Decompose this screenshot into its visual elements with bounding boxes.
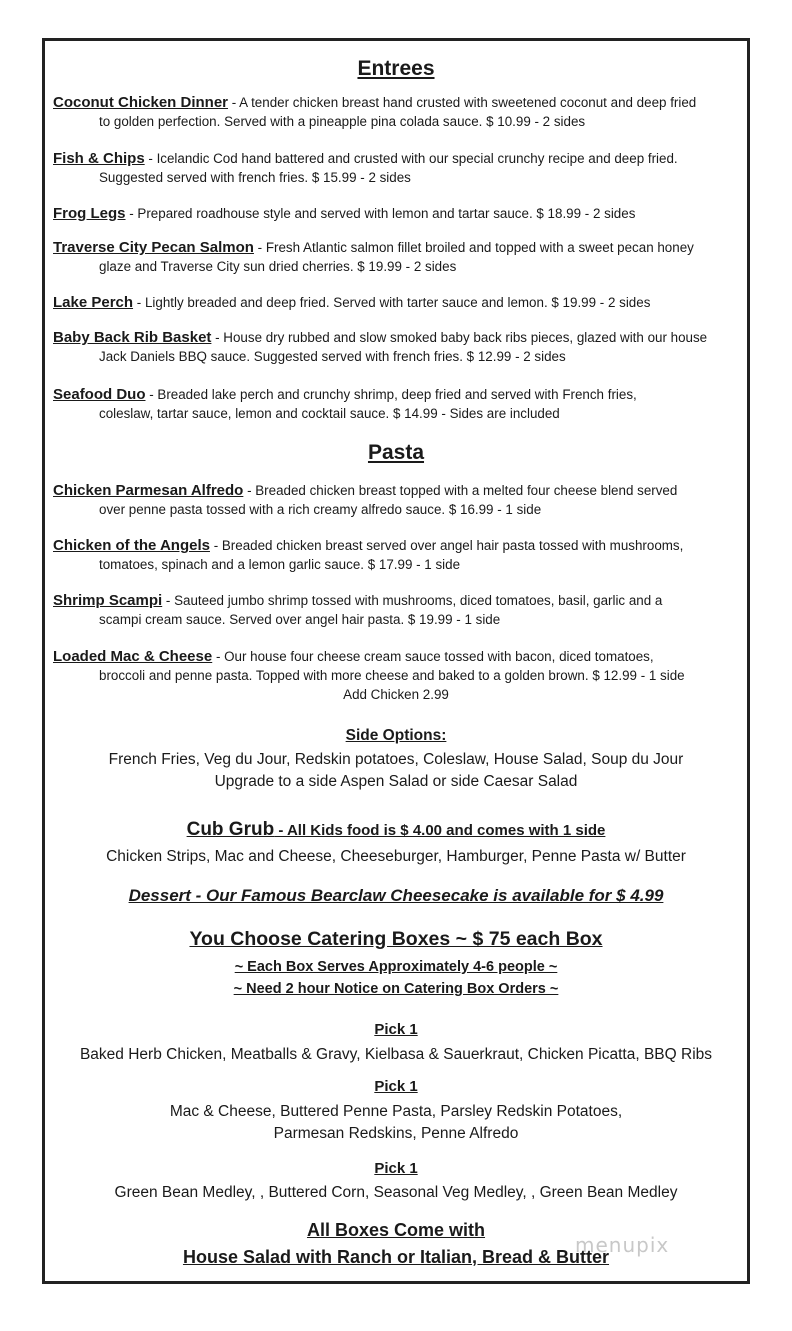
menu-item-fish-chips [53,149,739,187]
item-desc: - Prepared roadhouse style and served with lemon and tartar sauce. $ 18.99 - 2 sides [125,206,636,221]
pick-options-1: Baked Herb Chicken, Meatballs & Gravy, Kielbasa & Sauerkraut, Chicken Picatta, BBQ Ribs [79,1046,713,1063]
pick-options-2b: Parmesan Redskins, Penne Alfredo [273,1125,519,1142]
dessert-line: Dessert - Our Famous Bearclaw Cheesecake is available for $ 4.99 [128,886,664,905]
item-desc-cont: scampi cream sauce. Served over angel hair pasta. $ 19.99 - 1 side [99,612,501,627]
item-desc: - Fresh Atlantic salmon fillet broiled and topped with a sweet pecan honey [253,240,694,255]
all-boxes-line-1: All Boxes Come with [306,1220,486,1240]
pick-label-3: Pick 1 [374,1160,418,1177]
cub-grub-tagline: - All Kids food is $ 4.00 and comes with 1 side [274,822,606,839]
cub-grub-title [45,819,747,841]
menu-item-shrimp-scampi [53,591,739,629]
item-desc-cont: tomatoes, spinach and a lemon garlic sauce. $ 17.99 - 1 side [99,557,461,572]
menu-item-pecan-salmon [53,238,739,276]
menu-item-loaded-mac [53,647,739,704]
add-chicken-note: Add Chicken 2.99 [343,687,449,702]
item-name: Shrimp Scampi [53,592,163,609]
item-desc: - A tender chicken breast hand crusted with sweetened coconut and deep fried [228,95,697,110]
menu-frame [42,38,750,1284]
item-desc: - Lightly breaded and deep fried. Served with tarter sauce and lemon. $ 19.99 - 2 sides [133,295,651,310]
item-name: Seafood Duo [53,386,146,403]
pick-label-2: Pick 1 [374,1078,418,1095]
item-name: Lake Perch [53,294,134,311]
item-desc: - Breaded chicken breast served over angel hair pasta tossed with mushrooms, [209,538,684,553]
catering-title: You Choose Catering Boxes ~ $ 75 each Box [189,928,603,950]
item-name: Frog Legs [53,205,126,222]
menu-item-chicken-parmesan [53,481,739,519]
menu-item-seafood-duo [53,385,739,423]
item-desc: - Breaded lake perch and crunchy shrimp, deep fried and served with French fries, [145,387,637,402]
pick-options-3: Green Bean Medley, , Buttered Corn, Seasonal Veg Medley, , Green Bean Medley [114,1184,678,1201]
cub-grub-name: Cub Grub [186,819,275,840]
pasta-heading: Pasta [367,441,425,464]
pick-label-1: Pick 1 [374,1021,418,1038]
catering-serves-note: ~ Each Box Serves Approximately 4-6 people ~ [234,959,558,975]
item-name: Loaded Mac & Cheese [53,648,213,665]
item-desc: - Sauteed jumbo shrimp tossed with mushrooms, diced tomatoes, basil, garlic and a [162,593,663,608]
item-desc: - Our house four cheese cream sauce tossed with bacon, diced tomatoes, [212,649,654,664]
menu-item-lake-perch [53,293,739,312]
item-name: Chicken Parmesan Alfredo [53,482,244,499]
side-options-heading: Side Options: [345,727,447,744]
cub-grub-items: Chicken Strips, Mac and Cheese, Cheeseburger, Hamburger, Penne Pasta w/ Butter [106,848,686,865]
all-boxes-line-2: House Salad with Ranch or Italian, Bread & Butter [182,1247,610,1267]
item-name: Traverse City Pecan Salmon [53,239,254,256]
item-desc-cont: to golden perfection. Served with a pineapple pina colada sauce. $ 10.99 - 2 sides [99,114,586,129]
item-name: Chicken of the Angels [53,537,210,554]
item-desc: - Icelandic Cod hand battered and crusted with our special crunchy recipe and deep fried. [144,151,678,166]
item-name: Baby Back Rib Basket [53,329,212,346]
item-desc-cont: glaze and Traverse City sun dried cherries. $ 19.99 - 2 sides [99,259,457,274]
item-desc: - Breaded chicken breast topped with a melted four cheese blend served [243,483,678,498]
menu-item-chicken-angels [53,536,739,574]
side-upgrade-note: Upgrade to a side Aspen Salad or side Caesar Salad [214,773,578,790]
item-desc-cont: broccoli and penne pasta. Topped with more cheese and baked to a golden brown. $ 12.99 - 1 side [99,668,685,683]
menu-item-rib-basket [53,328,739,366]
item-desc-cont: Jack Daniels BBQ sauce. Suggested served with french fries. $ 12.99 - 2 sides [99,349,566,364]
pick-options-2a: Mac & Cheese, Buttered Penne Pasta, Parsley Redskin Potatoes, [169,1103,623,1120]
entrees-heading: Entrees [357,57,435,80]
item-name: Fish & Chips [53,150,145,167]
item-desc-cont: over penne pasta tossed with a rich creamy alfredo sauce. $ 16.99 - 1 side [99,502,542,517]
item-name: Coconut Chicken Dinner [53,94,229,111]
menu-item-frog-legs [53,204,739,223]
catering-notice-note: ~ Need 2 hour Notice on Catering Box Orders ~ [233,981,559,997]
item-desc-cont: coleslaw, tartar sauce, lemon and cocktail sauce. $ 14.99 - Sides are included [99,406,560,421]
item-desc: - House dry rubbed and slow smoked baby back ribs pieces, glazed with our house [211,330,708,345]
menupix-watermark: menupix [575,1233,670,1257]
menu-item-coconut-chicken [53,93,739,131]
side-options-list: French Fries, Veg du Jour, Redskin potatoes, Coleslaw, House Salad, Soup du Jour [108,751,684,768]
item-desc-cont: Suggested served with french fries. $ 15.99 - 2 sides [99,170,411,185]
